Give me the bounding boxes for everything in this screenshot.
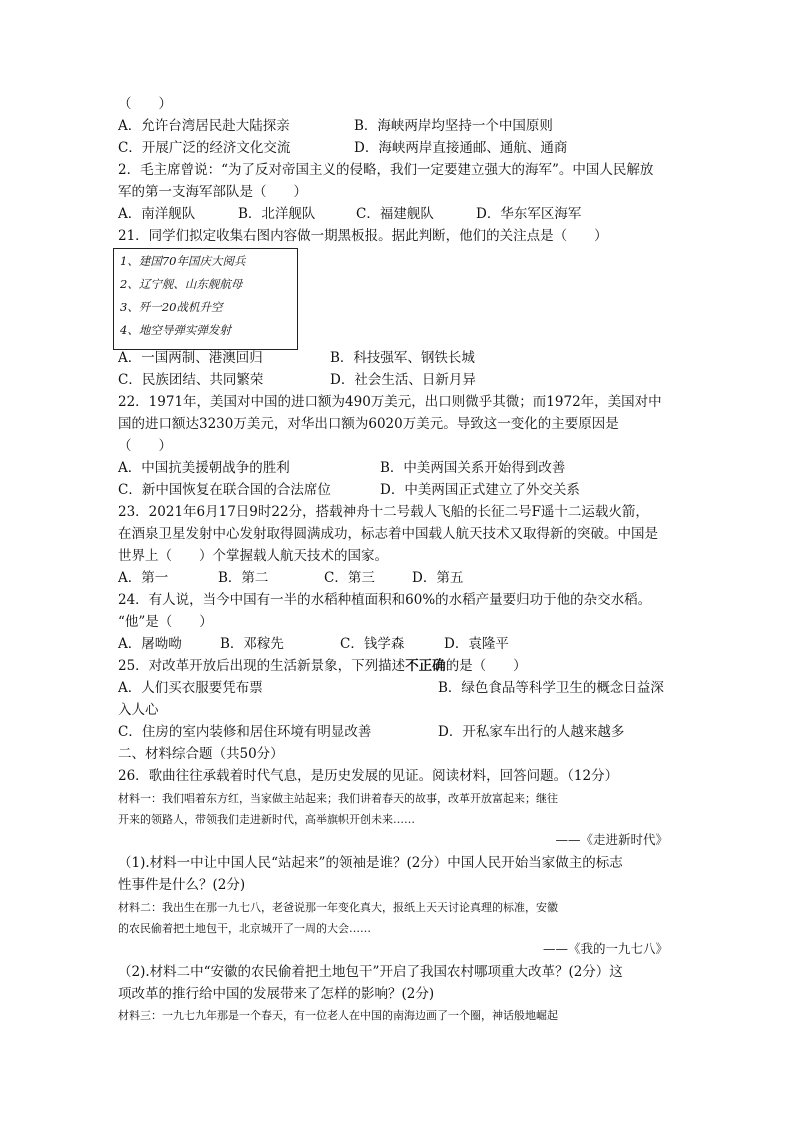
q25-stem-part2: 的是（ ）	[445, 658, 527, 674]
material-2-citation: ——《我的一九七八》	[542, 941, 668, 956]
option-c: C．新中国恢复在联合国的合法席位	[118, 482, 331, 498]
q22-paren: （ ）	[118, 438, 172, 454]
option-a: A．屠呦呦	[118, 636, 182, 652]
material-1-citation: ——《走进新时代》	[555, 832, 668, 847]
option-b: B．第二	[218, 570, 269, 586]
option-d: D．社会生活、日新月异	[330, 372, 476, 388]
option-c: C．开展广泛的经济文化交流	[118, 140, 291, 156]
option-c: C．第三	[324, 570, 375, 586]
section-heading: 二、材料综合题（共50分）	[118, 746, 284, 762]
option-b: B．绿色食品等科学卫生的概念日益深	[438, 680, 664, 696]
q24-stem-cont: “他”是（ ）	[118, 614, 213, 630]
option-a: A．一国两制、港澳回归	[118, 350, 263, 366]
box-item: 1、建国70年国庆大阅兵	[120, 254, 246, 268]
q23-stem-cont: 在酒泉卫星发射中心发射取得圆满成功，标志着中国载人航天技术又取得新的突破。中国是	[118, 526, 658, 542]
option-c: C．福建舰队	[356, 206, 434, 222]
option-d: D．海峡两岸直接通邮、通航、通商	[354, 140, 568, 156]
q23-stem-cont2: 世界上（ ）个掌握载人航天技术的国家。	[118, 548, 388, 564]
option-b: B．科技强军、钢铁长城	[330, 350, 475, 366]
q21-stem: 21．同学们拟定收集右图内容做一期黑板报。据此判断，他们的关注点是（ ）	[118, 228, 608, 244]
option-b: B．邓稼先	[220, 636, 284, 652]
q25-emphasis: 不正确	[405, 658, 446, 674]
q25-stem-part1: 25．对改革开放后出现的生活新景象，下列描述	[118, 658, 406, 674]
q26-stem: 26．歌曲往往承载着时代气息，是历史发展的见证。阅读材料，回答问题。（12分）	[118, 768, 619, 784]
option-c: C．民族团结、共同繁荣	[118, 372, 264, 388]
option-d: D．开私家车出行的人越来越多	[438, 724, 625, 740]
box-item: 2、辽宁舰、山东舰航母	[120, 277, 243, 291]
material-1-line1: 材料一：我们唱着东方红，当家做主站起来；我们讲着春天的故事，改革开放富起来；继往	[118, 792, 558, 805]
option-b: B．中美两国关系开始得到改善	[380, 460, 566, 476]
q22-stem-cont: 国的进口额达3230万美元，对华出口额为6020万美元。导致这一变化的主要原因是	[118, 416, 619, 432]
option-d: D．华东军区海军	[476, 206, 582, 222]
option-b: B．海峡两岸均坚持一个中国原则	[354, 118, 553, 134]
option-a: A．第一	[118, 570, 169, 586]
option-b: B．北洋舰队	[238, 206, 316, 222]
option-d: D．袁隆平	[444, 636, 509, 652]
option-d: D．中美两国正式建立了外交关系	[380, 482, 580, 498]
option-a: A．中国抗美援朝战争的胜利	[118, 460, 290, 476]
q25-stem	[118, 656, 527, 676]
sub-question-1-cont: 性事件是什么？(2分)	[118, 877, 246, 893]
option-c: C．钱学森	[340, 636, 405, 652]
sub-question-2: （2).材料二中“安徽的农民偷着把土地包干”开启了我国农村哪项重大改革？(2分）这	[118, 964, 623, 980]
sub-question-1: （1).材料一中让中国人民“站起来”的领袖是谁？(2分）中国人民开始当家做主的标志	[118, 855, 623, 871]
option-a: A．允许台湾居民赴大陆探亲	[118, 118, 290, 134]
q22-stem: 22．1971年，美国对中国的进口额为490万美元，出口则微乎其微；而1972年，美国对中	[118, 394, 662, 410]
q2-stem: 2．毛主席曾说：“为了反对帝国主义的侵略，我们一定要建立强大的海军”。中国人民解放	[118, 162, 654, 178]
material-1-line2: 开来的领路人，带领我们走进新时代，高举旗帜开创未来……	[118, 813, 415, 826]
material-2-line2: 的农民偷着把土地包干，北京城开了一周的大会……	[118, 922, 371, 935]
option-d: D．第五	[412, 570, 464, 586]
q-prev-paren: （ ）	[118, 96, 172, 112]
q24-stem: 24．有人说，当今中国有一半的水稻种植面积和60%的水稻产量要归功于他的杂交水稻。	[118, 592, 652, 608]
q2-stem-cont: 军的第一支海军部队是（ ）	[118, 184, 307, 200]
option-c: C．住房的室内装修和居住环境有明显改善	[118, 724, 372, 740]
box-item: 4、地空导弹实弹发射	[120, 323, 231, 337]
q21-boxed-list	[113, 248, 298, 350]
box-item: 3、歼一20战机升空	[120, 300, 223, 314]
material-3-line1: 材料三：一九七九年那是一个春天，有一位老人在中国的南海边画了一个圈，神话般地崛起	[118, 1009, 558, 1022]
q25-option-b-wrap: 入人心	[118, 702, 159, 718]
q23-stem: 23．2021年6月17日9时22分，搭载神舟十二号载人飞船的长征二号F遥十二运载火箭，	[118, 504, 649, 520]
option-a: A．南洋舰队	[118, 206, 196, 222]
sub-question-2-cont: 项改革的推行给中国的发展带来了怎样的影响？(2分)	[118, 986, 435, 1002]
material-2-line1: 材料二：我出生在那一九七八，老爸说那一年变化真大，报纸上天天讨论真理的标准，安徽	[118, 901, 558, 914]
option-a: A．人们买衣服要凭布票	[118, 680, 263, 696]
